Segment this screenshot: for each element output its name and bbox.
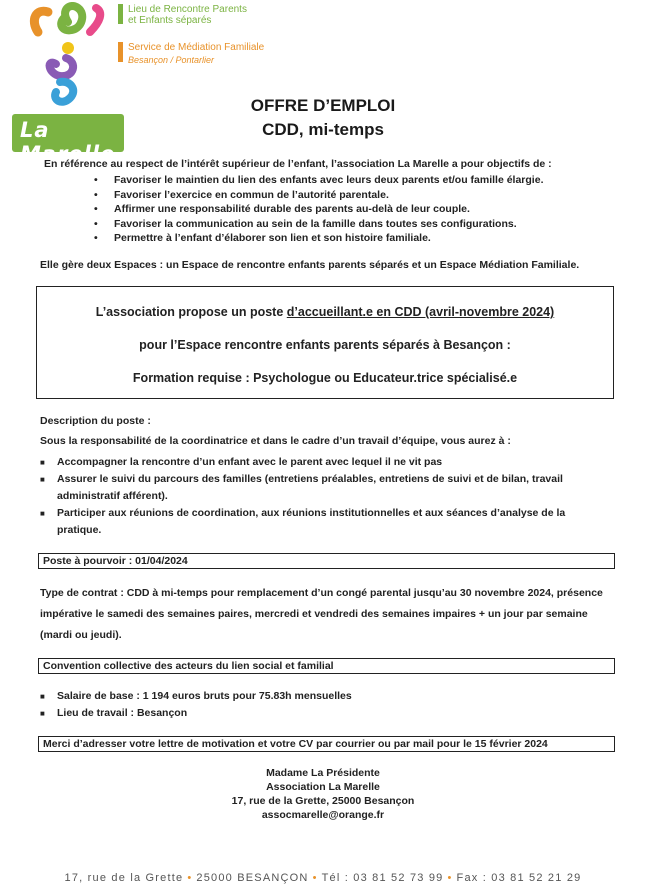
post-date: Poste à pourvoir : 01/04/2024 bbox=[38, 553, 615, 569]
apply-instructions: Merci d’adresser votre lettre de motivation et votre CV par courrier ou par mail pour le 15 février 2024 bbox=[38, 736, 615, 752]
description-heading: Description du poste : bbox=[40, 415, 151, 427]
contact-email[interactable]: assocmarelle@orange.fr bbox=[261, 809, 385, 821]
orange-bar bbox=[118, 42, 123, 62]
logo-text: La Marelle bbox=[20, 118, 116, 166]
footer-tel: Tél : 03 81 52 73 99 bbox=[321, 872, 444, 884]
list-item: • Affirmer une responsabilité durable des parents au-delà de leur couple. bbox=[94, 203, 470, 216]
list-item: ■ Assurer le suivi du parcours des familles (entretiens préalables, entretiens de suivi et de bilan, travail administratif afférent). bbox=[40, 473, 563, 502]
offer-line1: L’association propose un poste d’accueillant.e en CDD (avril-novembre 2024) bbox=[95, 305, 555, 319]
list-item: • Favoriser la communication au sein de la famille dans toutes ses configurations. bbox=[94, 217, 517, 230]
org1-line2: et Enfants séparés bbox=[128, 15, 212, 26]
contact-line1: Madame La Présidente bbox=[266, 767, 380, 779]
intro-text: En référence au respect de l’intérêt supérieur de l’enfant, l’association La Marelle a pour objectifs de : bbox=[44, 158, 552, 170]
org2-line1: Service de Médiation Familiale bbox=[128, 42, 265, 53]
spaces-text: Elle gère deux Espaces : un Espace de rencontre enfants parents séparés et un Espace Médiation Familiale. bbox=[40, 259, 580, 271]
org2-line2: Besançon / Pontarlier bbox=[128, 55, 215, 65]
footer-address: 17, rue de la Grette bbox=[64, 872, 184, 884]
org1-line1: Lieu de Rencontre Parents bbox=[128, 4, 247, 15]
page-title: OFFRE D’EMPLOI bbox=[250, 96, 396, 115]
list-item: ■ Salaire de base : 1 194 euros bruts pour 75.83h mensuelles bbox=[40, 690, 352, 702]
conditions-list bbox=[40, 688, 605, 722]
list-item: ■ Lieu de travail : Besançon bbox=[40, 707, 188, 719]
list-item: • Favoriser l’exercice en commun de l’autorité parentale. bbox=[94, 188, 389, 201]
list-item: • Permettre à l’enfant d’élaborer son lien et son histoire familiale. bbox=[94, 232, 431, 245]
separator-dot-icon: • bbox=[187, 872, 193, 884]
list-item: • Favoriser le maintien du lien des enfants avec leurs deux parents et/ou famille élargie. bbox=[94, 174, 544, 186]
page-subtitle: CDD, mi-temps bbox=[262, 120, 384, 139]
separator-dot-icon: • bbox=[312, 872, 318, 884]
description-intro: Sous la responsabilité de la coordinatrice et dans le cadre d’un travail d’équipe, vous aurez à : bbox=[40, 435, 511, 447]
contact-line2: Association La Marelle bbox=[266, 781, 380, 793]
footer bbox=[0, 872, 646, 884]
offer-line3: Formation requise : Psychologue ou Educateur.trice spécialisé.e bbox=[132, 371, 518, 385]
offer-box bbox=[36, 286, 614, 399]
separator-dot-icon: • bbox=[447, 872, 453, 884]
list-item: ■ Accompagner la rencontre d’un enfant avec le parent avec lequel il ne vit pas bbox=[40, 456, 443, 468]
tasks-list bbox=[40, 454, 605, 539]
list-item: ■ Participer aux réunions de coordination, aux réunions institutionnelles et aux séances d’analyse de la pratique. bbox=[40, 507, 566, 536]
offer-line2: pour l’Espace rencontre enfants parents séparés à Besançon : bbox=[139, 338, 511, 352]
contact-line3: 17, rue de la Grette, 25000 Besançon bbox=[231, 795, 415, 807]
green-bar bbox=[118, 4, 123, 24]
footer-fax: Fax : 03 81 52 21 29 bbox=[456, 872, 582, 884]
footer-city: 25000 BESANÇON bbox=[196, 872, 309, 884]
objectives-list bbox=[94, 173, 594, 246]
offer-position-link: d’accueillant.e en CDD (avril-novembre 2024) bbox=[286, 305, 555, 319]
convention: Convention collective des acteurs du lien social et familial bbox=[38, 658, 615, 674]
contract-text: Type de contrat : CDD à mi-temps pour remplacement d’un congé parental jusqu’au 30 novembre 2024, présence impérative le samedi des semaines paires, mercredi et vendredi des semaines impaires + un jour par semaine (mardi ou jeudi). bbox=[40, 587, 603, 641]
